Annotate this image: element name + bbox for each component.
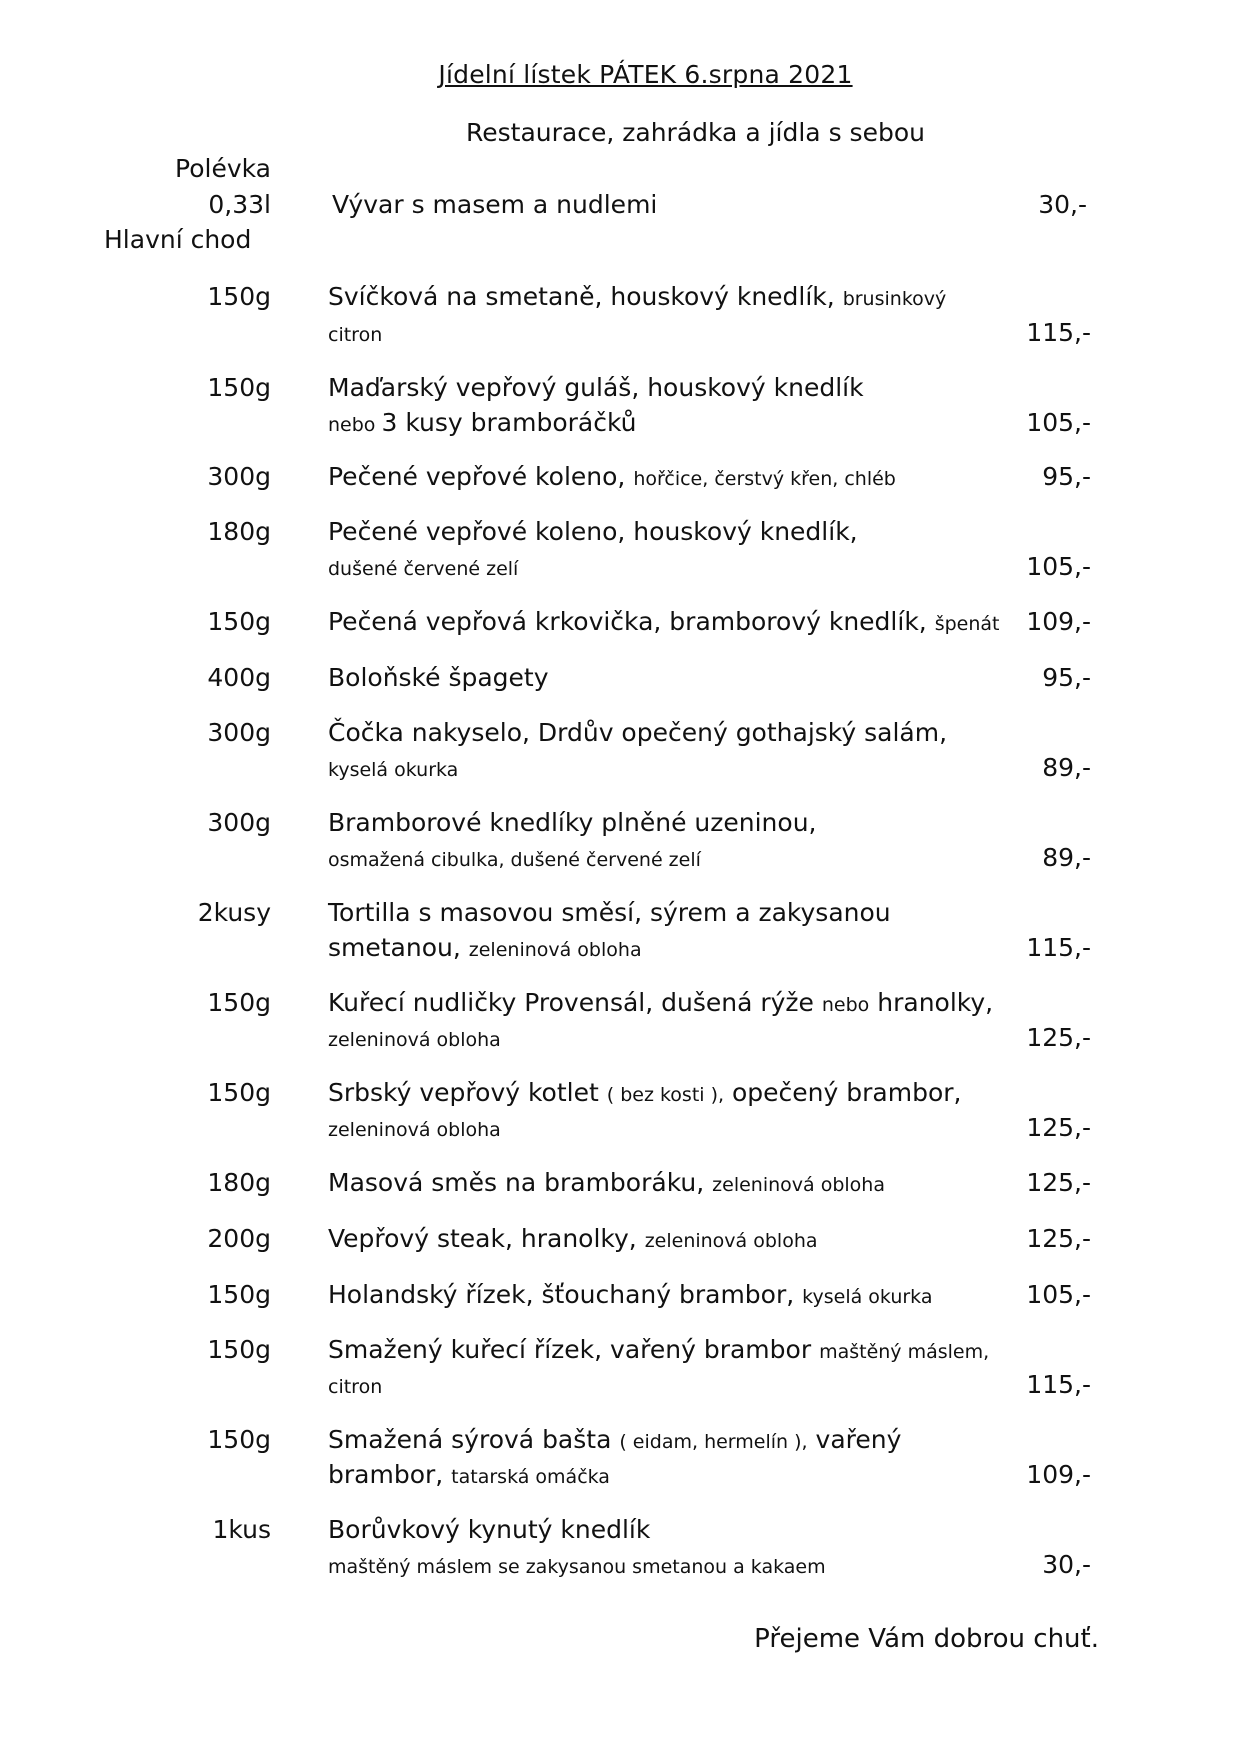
item-name: Smažená sýrová bašta ( eidam, hermelín ), vařený — [328, 1425, 902, 1454]
item-name: Kuřecí nudličky Provensál, dušená rýže nebo hranolky, — [328, 988, 994, 1017]
item-name: Masová směs na bramboráku, zeleninová obloha — [328, 1168, 885, 1197]
item-name: Svíčková na smetaně, houskový knedlík, brusinkový — [328, 282, 947, 311]
item-detail: maštěný máslem se zakysanou smetanou a kakaem — [328, 1556, 826, 1578]
item-name: Vepřový steak, hranolky, zeleninová obloha — [328, 1224, 818, 1253]
item-name: Maďarský vepřový guláš, houskový knedlík — [328, 373, 864, 402]
item-amount: 150g — [207, 1280, 271, 1309]
item-price: 30,- — [1042, 1550, 1091, 1579]
item-name: Pečená vepřová krkovička, bramborový knedlík, špenát — [328, 607, 1000, 636]
item-amount: 150g — [207, 988, 271, 1017]
item-price: 125,- — [1026, 1224, 1091, 1253]
item-amount: 150g — [207, 1078, 271, 1107]
item-detail: osmažená cibulka, dušené červené zelí — [328, 849, 701, 871]
item-detail: zeleninová obloha — [328, 1119, 501, 1141]
item-price: 89,- — [1042, 843, 1091, 872]
item-price: 115,- — [1026, 318, 1091, 347]
item-amount: 150g — [207, 607, 271, 636]
item-amount: 150g — [207, 373, 271, 402]
item-amount: 180g — [207, 517, 271, 546]
item-amount: 1kus — [212, 1515, 271, 1544]
item-name: Boloňské špagety — [328, 663, 549, 692]
item-price: 115,- — [1026, 933, 1091, 962]
item-price: 95,- — [1042, 462, 1091, 491]
item-price: 115,- — [1026, 1370, 1091, 1399]
item-price: 125,- — [1026, 1023, 1091, 1052]
item-name: Borůvkový kynutý knedlík — [328, 1515, 651, 1544]
soup-name: Vývar s masem a nudlemi — [332, 190, 658, 219]
item-amount: 200g — [207, 1224, 271, 1253]
item-name: Čočka nakyselo, Drdův opečený gothajský salám, — [328, 718, 948, 747]
page-title: Jídelní lístek PÁTEK 6.srpna 2021 — [438, 60, 853, 89]
page-subtitle: Restaurace, zahrádka a jídla s sebou — [466, 118, 925, 147]
item-detail: brambor, tatarská omáčka — [328, 1460, 610, 1489]
item-amount: 150g — [207, 1335, 271, 1364]
item-amount: 400g — [207, 663, 271, 692]
item-price: 105,- — [1026, 1280, 1091, 1309]
item-amount: 300g — [207, 462, 271, 491]
item-detail: smetanou, zeleninová obloha — [328, 933, 642, 962]
item-amount: 2kusy — [197, 898, 271, 927]
main-course-label: Hlavní chod — [104, 225, 252, 254]
item-price: 109,- — [1026, 607, 1091, 636]
item-price: 109,- — [1026, 1460, 1091, 1489]
item-amount: 300g — [207, 718, 271, 747]
item-detail: dušené červené zelí — [328, 558, 519, 580]
item-name: Smažený kuřecí řízek, vařený brambor maštěný máslem, — [328, 1335, 990, 1364]
item-name: Tortilla s masovou směsí, sýrem a zakysanou — [328, 898, 891, 927]
item-name: Pečené vepřové koleno, houskový knedlík, — [328, 517, 858, 546]
soup-amount: 0,33l — [208, 190, 271, 219]
item-detail: citron — [328, 1376, 383, 1398]
item-price: 89,- — [1042, 753, 1091, 782]
item-amount: 150g — [207, 1425, 271, 1454]
item-price: 95,- — [1042, 663, 1091, 692]
item-price: 125,- — [1026, 1113, 1091, 1142]
item-name: Holandský řízek, šťouchaný brambor, kyselá okurka — [328, 1280, 933, 1309]
item-detail: nebo 3 kusy bramboráčků — [328, 408, 637, 437]
item-amount: 150g — [207, 282, 271, 311]
soup-section-label: Polévka — [175, 154, 271, 183]
item-name: Bramborové knedlíky plněné uzeninou, — [328, 808, 817, 837]
closing-text: Přejeme Vám dobrou chuť. — [754, 1624, 1099, 1654]
item-name: Srbský vepřový kotlet ( bez kosti ), opečený brambor, — [328, 1078, 962, 1107]
item-detail: zeleninová obloha — [328, 1029, 501, 1051]
soup-price: 30,- — [1038, 190, 1087, 219]
item-amount: 300g — [207, 808, 271, 837]
item-amount: 180g — [207, 1168, 271, 1197]
item-detail: citron — [328, 324, 383, 346]
item-price: 105,- — [1026, 408, 1091, 437]
item-price: 105,- — [1026, 552, 1091, 581]
item-price: 125,- — [1026, 1168, 1091, 1197]
item-detail: kyselá okurka — [328, 759, 459, 781]
item-name: Pečené vepřové koleno, hořčice, čerstvý křen, chléb — [328, 462, 896, 491]
